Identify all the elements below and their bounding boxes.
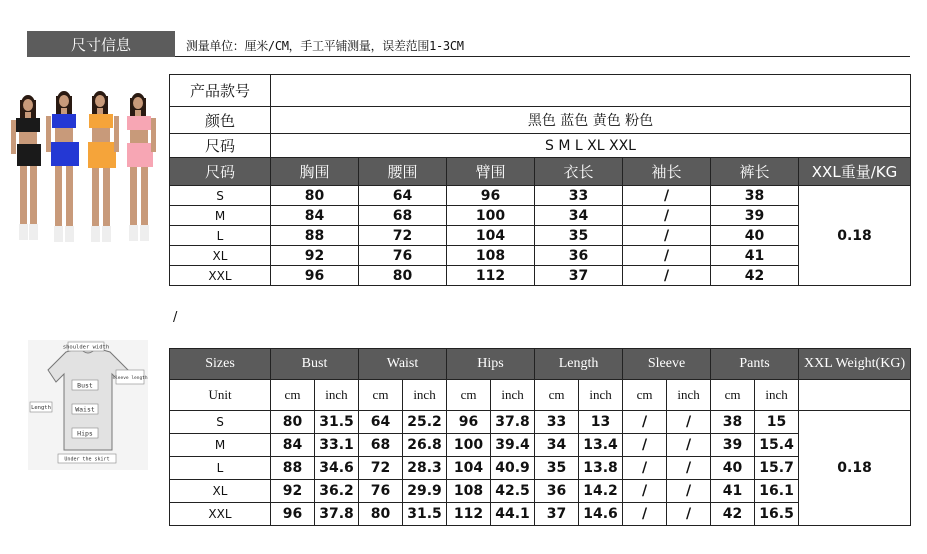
unit-cell: inch <box>403 380 447 411</box>
table-cell: 29.9 <box>403 480 447 503</box>
diagram-hips-label: Hips <box>77 429 93 438</box>
table-cell: 25.2 <box>403 411 447 434</box>
table-cell: L <box>170 457 271 480</box>
table-cell: / <box>623 206 711 226</box>
weight-cell: 0.18 <box>799 411 911 526</box>
measurement-note: 测量单位：厘米/CM，手工平铺测量，误差范围1-3CM <box>186 39 464 53</box>
table-cell: 80 <box>359 503 403 526</box>
unit-cell: inch <box>491 380 535 411</box>
size-chart-cn <box>169 74 911 286</box>
table-cell: XXL <box>170 266 271 286</box>
table-cell: 13.4 <box>579 434 623 457</box>
table-cell: 14.2 <box>579 480 623 503</box>
table-cell: 31.5 <box>315 411 359 434</box>
unit-weight-empty <box>799 380 911 411</box>
table-cell: 34 <box>535 434 579 457</box>
header-cell: Waist <box>359 349 447 380</box>
diagram-sleeve-label: sleeve length <box>112 376 148 381</box>
table-cell: 88 <box>271 226 359 246</box>
table-cell: 15.7 <box>755 457 799 480</box>
unit-cell: cm <box>359 380 403 411</box>
table-cell: 16.1 <box>755 480 799 503</box>
color-label: 颜色 <box>170 107 271 134</box>
header-cell: Bust <box>271 349 359 380</box>
table-cell: 33 <box>535 411 579 434</box>
table-cell: 40 <box>711 457 755 480</box>
table-cell: 42 <box>711 266 799 286</box>
unit-cell: inch <box>579 380 623 411</box>
unit-label: Unit <box>170 380 271 411</box>
header-cell: 臂围 <box>447 158 535 186</box>
table-cell: XXL <box>170 503 271 526</box>
table-cell: 35 <box>535 457 579 480</box>
table-cell: 112 <box>447 503 491 526</box>
unit-cell: cm <box>447 380 491 411</box>
table-cell: 33 <box>535 186 623 206</box>
table-cell: / <box>667 457 711 480</box>
table-cell: M <box>170 434 271 457</box>
table-cell: 84 <box>271 206 359 226</box>
size-list-row <box>170 134 911 158</box>
table-cell: 16.5 <box>755 503 799 526</box>
model-black <box>11 95 41 240</box>
table-cell: 37 <box>535 503 579 526</box>
table-cell: / <box>667 411 711 434</box>
measurement-diagram <box>28 340 148 470</box>
table-cell: 13.8 <box>579 457 623 480</box>
table-cell: 68 <box>359 206 447 226</box>
table-cell: / <box>623 226 711 246</box>
table-cell: 31.5 <box>403 503 447 526</box>
size-list-value: S M L XL XXL <box>271 134 911 158</box>
table-cell: 34.6 <box>315 457 359 480</box>
table-cell: 39 <box>711 206 799 226</box>
diagram-shoulder-label: shoulder width <box>62 344 110 351</box>
unit-cell: cm <box>623 380 667 411</box>
table-cell: 39 <box>711 434 755 457</box>
table-cell: 68 <box>359 434 403 457</box>
model-pink <box>127 93 156 241</box>
diagram-waist-label: Waist <box>75 405 95 414</box>
table-cell: 34 <box>535 206 623 226</box>
table-cell: 42 <box>711 503 755 526</box>
table-cell: 84 <box>271 434 315 457</box>
style-row <box>170 75 911 107</box>
table-cell: S <box>170 411 271 434</box>
table-cell: 36.2 <box>315 480 359 503</box>
header-cell: XXL Weight(KG) <box>799 349 911 380</box>
header-cell: 胸围 <box>271 158 359 186</box>
style-label: 产品款号 <box>170 75 271 107</box>
table-cell: 38 <box>711 186 799 206</box>
unit-cell: inch <box>755 380 799 411</box>
header-cell: Hips <box>447 349 535 380</box>
table-cell: 28.3 <box>403 457 447 480</box>
table-cell: 26.8 <box>403 434 447 457</box>
table-cell: / <box>623 246 711 266</box>
size-list-label: 尺码 <box>170 134 271 158</box>
table-cell: M <box>170 206 271 226</box>
unit-cell: cm <box>271 380 315 411</box>
header-cell: 衣长 <box>535 158 623 186</box>
table-cell: 41 <box>711 246 799 266</box>
table-cell: / <box>667 434 711 457</box>
table-cell: S <box>170 186 271 206</box>
model-blue <box>46 91 79 242</box>
table-cell: 104 <box>447 226 535 246</box>
table-cell: 92 <box>271 246 359 266</box>
diagram-bust-label: Bust <box>77 381 93 390</box>
table-cell: 36 <box>535 246 623 266</box>
table-cell: 92 <box>271 480 315 503</box>
table-cell: 44.1 <box>491 503 535 526</box>
unit-cell: cm <box>535 380 579 411</box>
table-cell: 76 <box>359 246 447 266</box>
table-cell: 112 <box>447 266 535 286</box>
unit-row <box>170 380 911 411</box>
header-cell: 腰围 <box>359 158 447 186</box>
table-cell: 41 <box>711 480 755 503</box>
table-cell: 80 <box>271 411 315 434</box>
model-yellow <box>88 91 119 242</box>
table-cell: / <box>623 480 667 503</box>
table-cell: 96 <box>271 503 315 526</box>
table-cell: 15.4 <box>755 434 799 457</box>
table-cell: 96 <box>271 266 359 286</box>
product-photo <box>8 88 158 256</box>
unit-cell: cm <box>711 380 755 411</box>
table-cell: 37 <box>535 266 623 286</box>
table-cell: 104 <box>447 457 491 480</box>
table-cell: L <box>170 226 271 246</box>
slash-mark: / <box>173 310 178 325</box>
table-cell: / <box>623 186 711 206</box>
color-row <box>170 107 911 134</box>
table-cell: 42.5 <box>491 480 535 503</box>
header-cell: Pants <box>711 349 799 380</box>
table-row <box>170 186 911 206</box>
table-cell: 72 <box>359 226 447 246</box>
table-cell: / <box>623 457 667 480</box>
table-header-row <box>170 158 911 186</box>
table-cell: 108 <box>447 480 491 503</box>
unit-cell: inch <box>667 380 711 411</box>
table-cell: 33.1 <box>315 434 359 457</box>
table-header-row <box>170 349 911 380</box>
diagram-length-label: Length <box>31 405 51 411</box>
table-cell: 39.4 <box>491 434 535 457</box>
table-cell: 100 <box>447 434 491 457</box>
header-cell: Length <box>535 349 623 380</box>
unit-cell: inch <box>315 380 359 411</box>
header-cell: 裤长 <box>711 158 799 186</box>
table-cell: / <box>667 503 711 526</box>
table-cell: 100 <box>447 206 535 226</box>
header-cell: 尺码 <box>170 158 271 186</box>
table-cell: / <box>667 480 711 503</box>
style-value <box>271 75 911 107</box>
table-row <box>170 411 911 434</box>
table-cell: XL <box>170 246 271 266</box>
weight-cell: 0.18 <box>799 186 911 286</box>
size-chart-en <box>169 348 911 526</box>
header-cell: Sizes <box>170 349 271 380</box>
diagram-under-label: Under the skirt <box>64 456 110 463</box>
table-cell: / <box>623 411 667 434</box>
table-cell: 108 <box>447 246 535 266</box>
table-cell: 40.9 <box>491 457 535 480</box>
table-cell: 64 <box>359 411 403 434</box>
table-cell: 14.6 <box>579 503 623 526</box>
color-value: 黑色 蓝色 黄色 粉色 <box>271 107 911 134</box>
table-cell: 13 <box>579 411 623 434</box>
table-cell: 96 <box>447 186 535 206</box>
table-cell: 36 <box>535 480 579 503</box>
header-cell: Sleeve <box>623 349 711 380</box>
table-cell: 37.8 <box>491 411 535 434</box>
header-cell: XXL重量/KG <box>799 158 911 186</box>
table-cell: / <box>623 266 711 286</box>
table-cell: 88 <box>271 457 315 480</box>
size-info-tab: 尺寸信息 <box>27 31 175 57</box>
table-cell: 40 <box>711 226 799 246</box>
table-cell: / <box>623 503 667 526</box>
header-divider <box>175 56 910 57</box>
table-cell: 80 <box>271 186 359 206</box>
table-cell: 80 <box>359 266 447 286</box>
table-cell: 72 <box>359 457 403 480</box>
table-cell: 76 <box>359 480 403 503</box>
table-cell: 15 <box>755 411 799 434</box>
header-cell: 袖长 <box>623 158 711 186</box>
table-cell: / <box>623 434 667 457</box>
table-cell: 64 <box>359 186 447 206</box>
table-cell: 37.8 <box>315 503 359 526</box>
table-cell: 96 <box>447 411 491 434</box>
table-cell: XL <box>170 480 271 503</box>
table-cell: 38 <box>711 411 755 434</box>
table-cell: 35 <box>535 226 623 246</box>
